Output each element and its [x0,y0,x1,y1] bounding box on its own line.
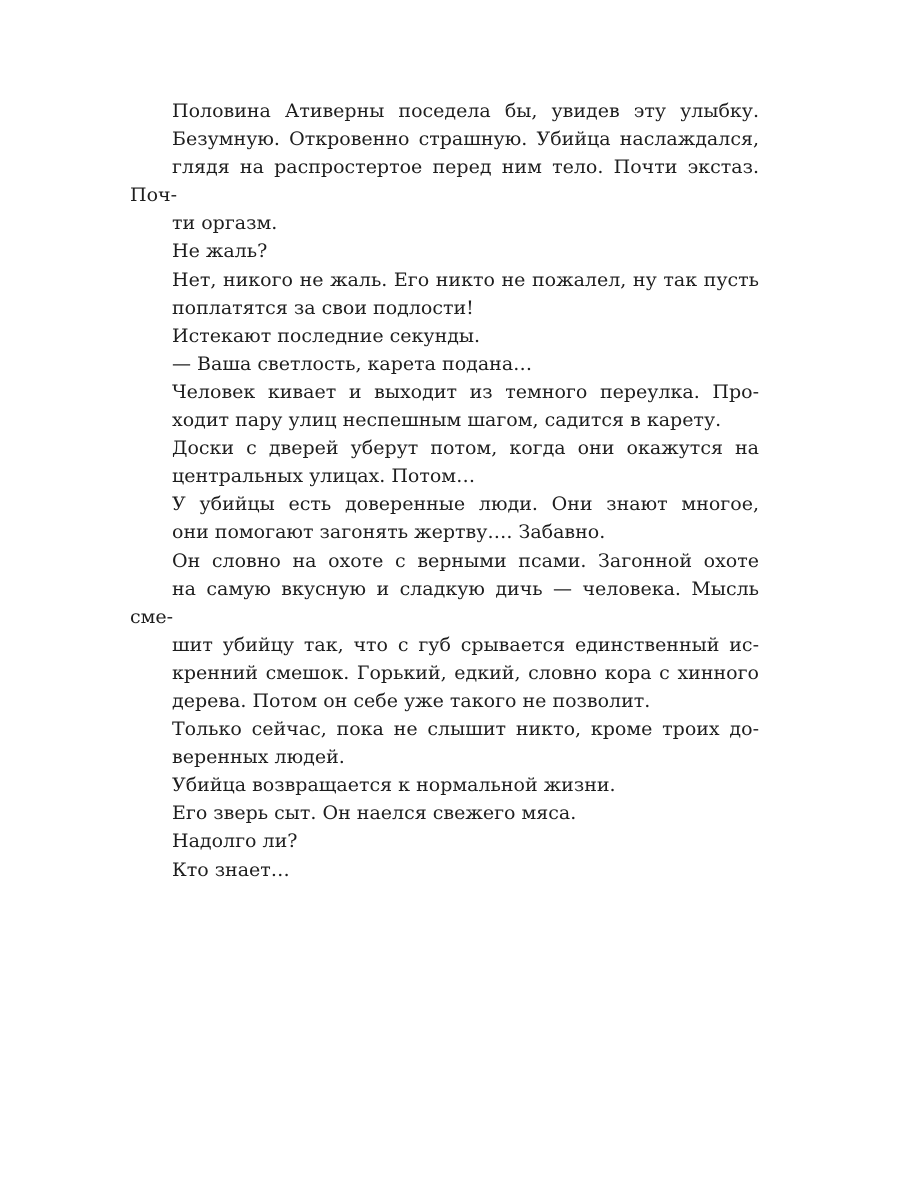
paragraph [130,771,759,799]
paragraph [130,322,759,350]
text-line: центральных улицах. Потом… [172,465,476,488]
text-line: глядя на распростертое перед ним тело. Почти экстаз. Поч- [130,156,759,207]
paragraph [130,350,759,378]
paragraph [130,799,759,827]
text-line: они помогают загонять жертву…. Забавно. [172,521,606,544]
paragraph [130,856,759,884]
text-line: поплатятся за свои подлости! [172,296,474,319]
text-line: дерева. Потом он себе уже такого не позволит. [172,689,651,712]
text-line: Нет, никого не жаль. Его никто не пожалел, ну так пусть [172,268,759,291]
paragraph [130,378,759,434]
text-line: ходит пару улиц неспешным шагом, садится в карету. [172,409,722,432]
text-line: шит убийцу так, что с губ срывается единственный ис- [172,633,759,656]
paragraph [130,547,759,716]
paragraph [130,434,759,490]
paragraph [130,827,759,855]
text-line: Человек кивает и выходит из темного переулка. Про- [172,380,759,403]
text-line: Надолго ли? [172,830,298,853]
text-line: Кто знает… [172,858,290,881]
text-line: Он словно на охоте с верными псами. Загонной охоте [172,549,759,572]
text-line: Его зверь сыт. Он наелся свежего мяса. [172,802,577,825]
paragraph [130,490,759,546]
text-line: веренных людей. [172,746,345,769]
text-line: Доски с дверей уберут потом, когда они окажутся на [172,437,759,460]
text-line: Только сейчас, пока не слышит никто, кроме троих до- [172,718,759,741]
text-line: ти оргазм. [172,212,278,235]
text-line: на самую вкусную и сладкую дичь — человека. Мысль сме- [130,577,759,628]
text-line: У убийцы есть доверенные люди. Они знают многое, [172,493,759,516]
text-line: Не жаль? [172,240,268,263]
text-line: — Ваша светлость, карета подана… [172,352,533,375]
paragraph [130,266,759,322]
paragraph [130,237,759,265]
paragraph [130,715,759,771]
text-line: Безумную. Откровенно страшную. Убийца наслаждался, [172,128,759,151]
text-line: Истекают последние секунды. [172,324,481,347]
text-line: кренний смешок. Горький, едкий, словно кора с хинного [172,661,759,684]
paragraph [130,97,759,237]
text-line: Убийца возвращается к нормальной жизни. [172,774,616,797]
page-text-block [130,97,759,884]
text-line: Половина Ативерны поседела бы, увидев эту улыбку. [172,100,759,122]
